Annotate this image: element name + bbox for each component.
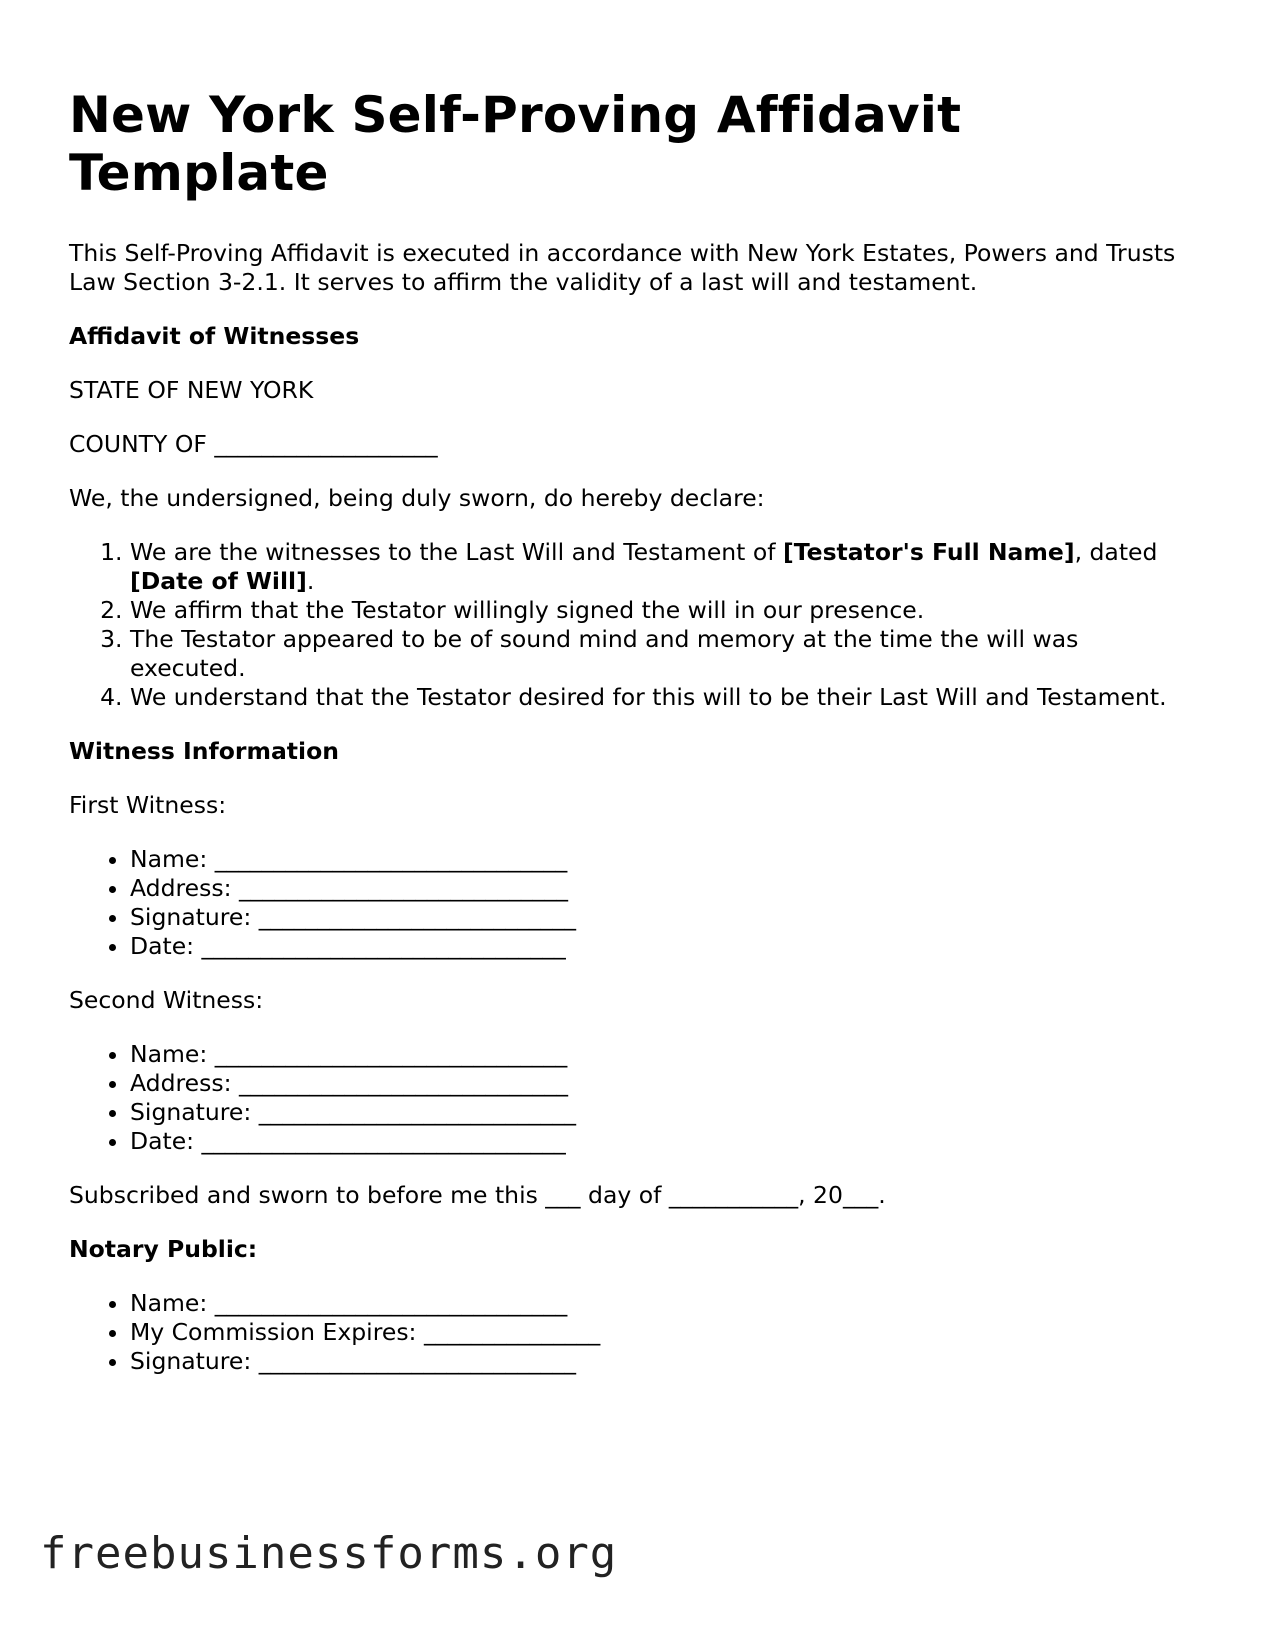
- declaration-item-4: 4. We understand that the Testator desired for this will to be their Last Will and Testament.: [130, 683, 1199, 712]
- second-witness-label: Second Witness:: [69, 986, 264, 1014]
- first-witness-name-field: • Name: ______________________________: [130, 845, 1199, 874]
- sworn-line: Subscribed and sworn to before me this ___ day of ___________, 20___.: [69, 1181, 886, 1209]
- state-line: STATE OF NEW YORK: [69, 376, 314, 404]
- intro-paragraph: This Self-Proving Affidavit is executed in accordance with New York Estates, Powers and Trusts Law Section 3-2.1. It serves to affirm the validity of a last will and testament.: [69, 239, 1176, 296]
- first-witness-address-field: • Address: ____________________________: [130, 874, 1199, 903]
- second-witness-date-field: • Date: _______________________________: [130, 1127, 1199, 1156]
- first-witness-date-field: • Date: _______________________________: [130, 932, 1199, 961]
- declaration-item-2: 2. We affirm that the Testator willingly signed the will in our presence.: [130, 596, 1199, 625]
- county-line: COUNTY OF ___________________: [69, 430, 438, 458]
- will-date-placeholder: [Date of Will]: [130, 567, 307, 595]
- document-title: New York Self-Proving Affidavit Template: [69, 86, 962, 202]
- notary-heading: Notary Public:: [69, 1235, 258, 1263]
- testator-name-placeholder: [Testator's Full Name]: [782, 538, 1075, 566]
- notary-signature-field: • Signature: ___________________________: [130, 1347, 1199, 1376]
- second-witness-fields: [69, 1040, 1199, 1156]
- declaration-item-3: 3. The Testator appeared to be of sound mind and memory at the time the will was executed.: [130, 625, 1199, 683]
- notary-name-field: • Name: ______________________________: [130, 1289, 1199, 1318]
- second-witness-signature-field: • Signature: ___________________________: [130, 1098, 1199, 1127]
- witness-heading: Witness Information: [69, 737, 339, 765]
- declaration-list: [69, 538, 1199, 712]
- declaration-line: We, the undersigned, being duly sworn, do hereby declare:: [69, 484, 765, 512]
- first-witness-label: First Witness:: [69, 791, 227, 819]
- affidavit-heading: Affidavit of Witnesses: [69, 322, 360, 350]
- second-witness-address-field: • Address: ____________________________: [130, 1069, 1199, 1098]
- second-witness-name-field: • Name: ______________________________: [130, 1040, 1199, 1069]
- first-witness-signature-field: • Signature: ___________________________: [130, 903, 1199, 932]
- notary-fields: [69, 1289, 1199, 1376]
- notary-commission-field: • My Commission Expires: _______________: [130, 1318, 1199, 1347]
- footer-watermark: freebusinessforms.org: [40, 1528, 618, 1579]
- declaration-item-1: 1. We are the witnesses to the Last Will and Testament of [Testator's Full Name], dated [Date of Will].: [130, 538, 1199, 596]
- document-page: [69, 86, 1199, 1376]
- first-witness-fields: [69, 845, 1199, 961]
